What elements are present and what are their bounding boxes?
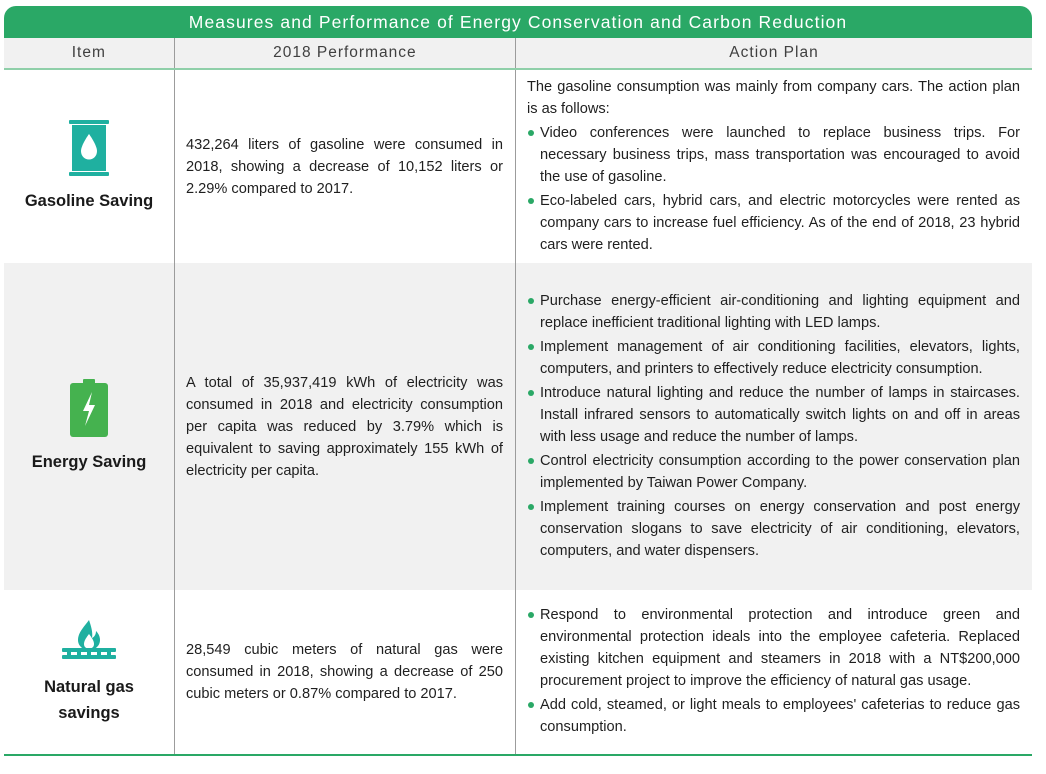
table-bottom-border [4,754,1032,756]
action-plan-list [527,290,1020,564]
performance-text: A total of 35,937,419 kWh of electricity was consumed in 2018 and electricity consumption per capita was reduced by 3.79% which is equivalent to saving approximately 155 kWh of electricity per capita. [186,374,503,479]
table-row-energy [4,263,1032,590]
list-item: Video conferences were launched to replace business trips. For necessary business trips, mass transportation was encouraged to avoid the use of gasoline. [527,122,1020,188]
header-item: Item [71,44,106,61]
list-item: Eco-labeled cars, hybrid cars, and electric motorcycles were rented as company cars to increase fuel efficiency. As of the end of 2018, 23 hybrid cars were rented. [527,190,1020,256]
action-plan-list [527,122,1020,258]
battery-charge-icon [70,379,108,437]
list-item: Add cold, steamed, or light meals to employees' cafeterias to reduce gas consumption. [527,694,1020,738]
item-label-line: savings [58,704,120,722]
list-item: Respond to environmental protection and introduce green and environmental protection ideals into the employee cafeteria. Replaced existing kitchen equipment and steamers in 2018 with a NT$200,000 procurement project to improve the efficiency of natural gas usage. [527,604,1020,692]
action-plan-cell [515,590,1032,754]
table-title: Measures and Performance of Energy Conservation and Carbon Reduction [4,6,1032,38]
item-cell [4,70,174,263]
header-performance: 2018 Performance [174,38,515,68]
item-label-line: Natural gas [44,678,134,696]
item-cell [4,263,174,590]
action-plan-list [527,604,1020,740]
list-item: Control electricity consumption according to the power conservation plan implemented by Taiwan Power Company. [527,450,1020,494]
item-cell [4,590,174,754]
oil-barrel-icon [69,120,109,176]
performance-cell [174,590,515,754]
table-row-natural-gas [4,590,1032,754]
action-plan-cell [515,70,1032,263]
performance-cell [174,263,515,590]
header-action-plan: Action Plan [515,38,1032,68]
item-label: Energy Saving [31,452,147,471]
list-item: Purchase energy-efficient air-conditioning and lighting equipment and replace inefficient traditional lighting with LED lamps. [527,290,1020,334]
gas-burner-flame-icon [61,618,117,662]
table-header-row [4,38,1032,70]
action-plan-intro: The gasoline consumption was mainly from company cars. The action plan is as follows: [527,78,1020,117]
item-label [44,674,134,726]
performance-text: 28,549 cubic meters of natural gas were consumed in 2018, showing a decrease of 250 cubic meters or 0.87% compared to 2017. [186,642,503,702]
table-row-gasoline [4,70,1032,263]
list-item: Implement management of air conditioning facilities, elevators, lights, computers, and printers to effectively reduce electricity consumption. [527,336,1020,380]
item-label: Gasoline Saving [24,191,154,210]
list-item: Implement training courses on energy conservation and post energy conservation slogans to save electricity of air conditioning, elevators, computers, and water dispensers. [527,496,1020,562]
performance-text: 432,264 liters of gasoline were consumed in 2018, showing a decrease of 10,152 liters or 2.29% compared to 2017. [186,136,503,197]
action-plan-cell [515,263,1032,590]
list-item: Introduce natural lighting and reduce the number of lamps in staircases. Install infrared sensors to automatically switch lights on and off in areas with less usage and reduce the number of lamps. [527,382,1020,448]
energy-table [4,6,1032,756]
performance-cell [174,70,515,263]
